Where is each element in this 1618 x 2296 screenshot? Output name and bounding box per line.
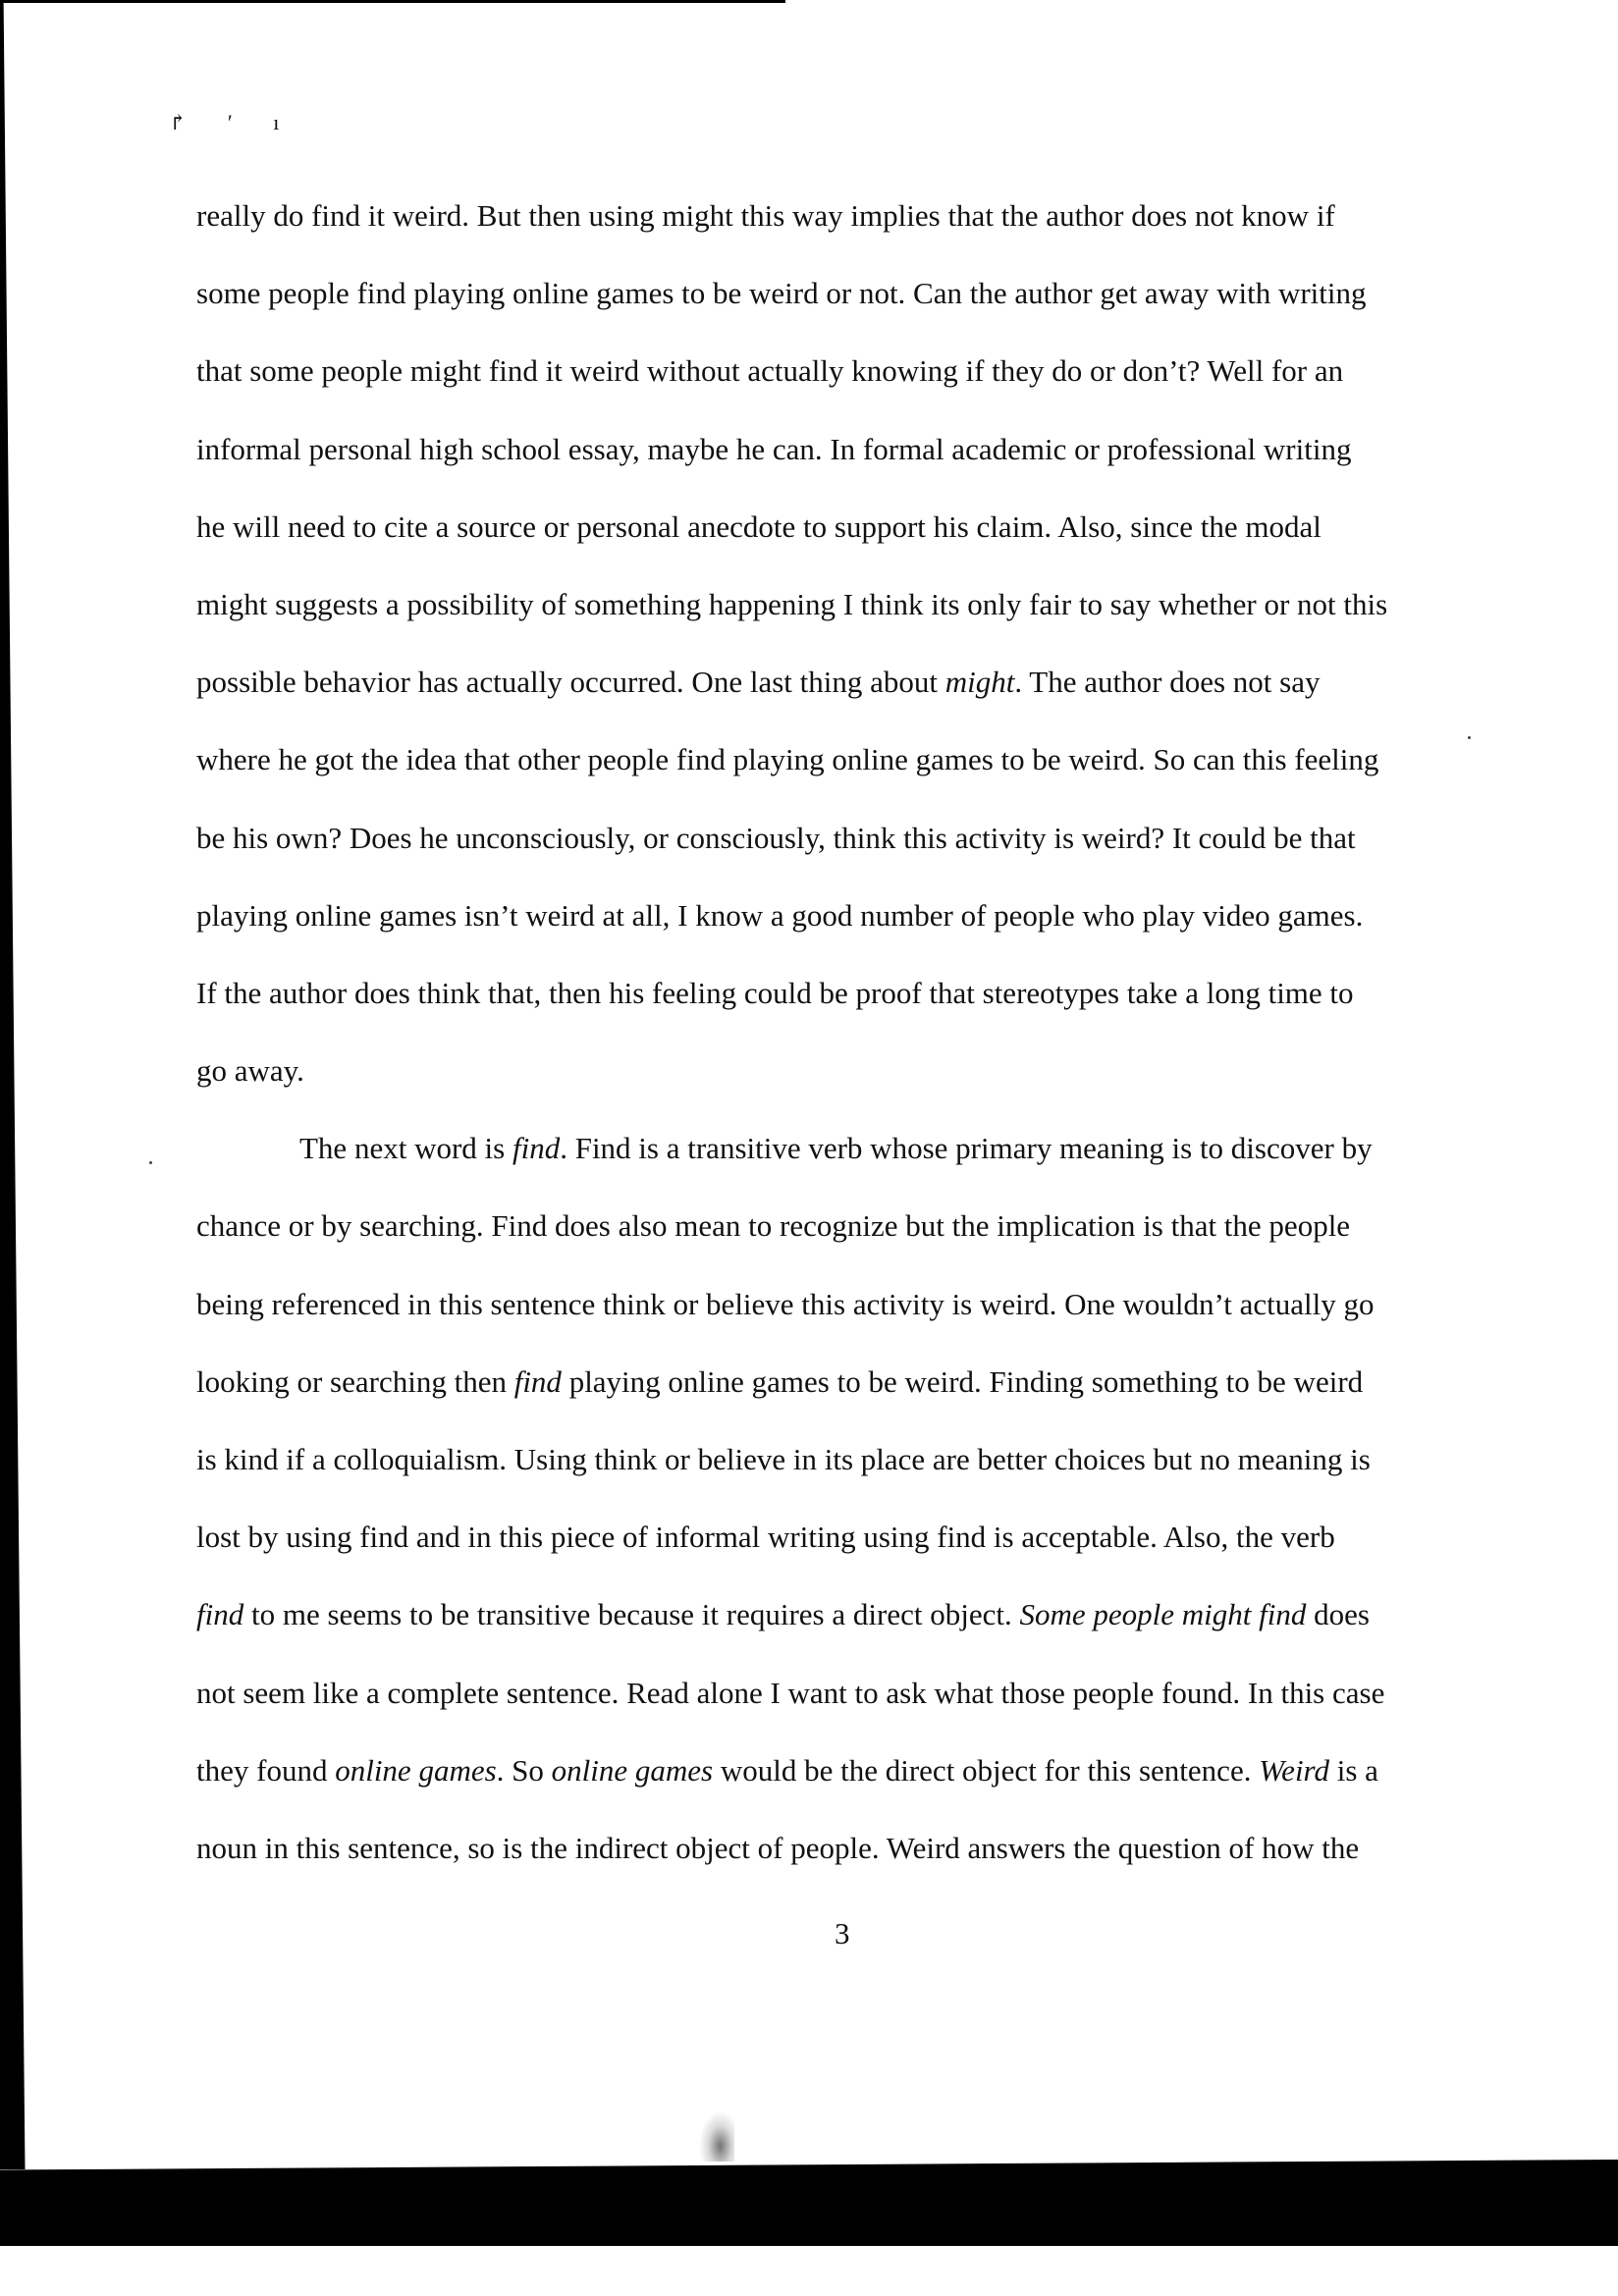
italic-term: online games	[335, 1752, 497, 1788]
text-segment: informal personal high school essay, maybe he can. In formal academic or professional writing	[196, 431, 1352, 466]
page-number: 3	[835, 1916, 850, 1950]
header-marks: ↱ ′ ı	[169, 110, 297, 134]
text-line	[196, 1343, 1502, 1420]
text-segment: being referenced in this sentence think or believe this activity is weird. One wouldn’t actually go	[196, 1286, 1375, 1321]
text-line	[196, 1420, 1502, 1498]
text-line	[196, 177, 1502, 254]
italic-term: online games	[551, 1752, 714, 1788]
body-text	[196, 177, 1502, 1887]
text-line	[196, 332, 1502, 409]
text-segment: to me seems to be transitive because it requires a direct object.	[243, 1597, 1020, 1632]
text-line	[196, 565, 1502, 643]
italic-term: Some people might find	[1019, 1597, 1307, 1632]
scan-smudge	[699, 2110, 734, 2162]
text-segment: where he got the idea that other people find playing online games to be weird. So can this feeling	[196, 742, 1379, 777]
text-line	[196, 643, 1502, 721]
text-segment: chance or by searching. Find does also mean to recognize but the implication is that the people	[196, 1208, 1351, 1244]
text-line	[196, 1654, 1502, 1732]
scan-speck	[149, 1161, 152, 1164]
text-segment: If the author does think that, then his feeling could be proof that stereotypes take a long time to	[196, 975, 1354, 1010]
text-segment: not seem like a complete sentence. Read alone I want to ask what those people found. In this case	[196, 1675, 1385, 1710]
text-line	[196, 1032, 1502, 1109]
text-segment: they found	[196, 1752, 336, 1788]
text-segment: . So	[496, 1752, 552, 1788]
text-line	[196, 799, 1502, 877]
scan-speck	[1468, 736, 1471, 739]
text-line	[196, 1809, 1502, 1887]
text-segment: really do find it weird. But then using might this way implies that the author does not know if	[196, 198, 1335, 233]
text-line	[196, 1265, 1502, 1343]
text-segment: does	[1306, 1597, 1370, 1632]
text-segment: lost by using find and in this piece of informal writing using find is acceptable. Also, the verb	[196, 1520, 1335, 1555]
text-segment: some people find playing online games to be weird or not. Can the author get away with writing	[196, 276, 1367, 311]
text-segment: playing online games isn’t weird at all, I know a good number of people who play video games.	[196, 897, 1364, 933]
italic-term: find	[512, 1131, 561, 1166]
text-line	[196, 1187, 1502, 1264]
italic-term: find	[513, 1363, 562, 1399]
text-segment: . Find is a transitive verb whose primary meaning is to discover by	[560, 1131, 1373, 1166]
text-line	[196, 1498, 1502, 1575]
scan-top-edge	[0, 0, 785, 3]
scan-bottom-margin	[0, 2246, 1618, 2296]
text-segment: possible behavior has actually occurred. One last thing about	[196, 665, 945, 700]
italic-term: might	[944, 665, 1015, 700]
scan-left-edge	[0, 0, 29, 2169]
text-segment: noun in this sentence, so is the indirect object of people. Weird answers the question of how the	[196, 1830, 1360, 1865]
text-line	[196, 410, 1502, 488]
text-line	[196, 1109, 1502, 1187]
text-line	[196, 954, 1502, 1032]
text-segment: . The author does not say	[1014, 665, 1321, 700]
text-line	[196, 1732, 1502, 1809]
text-segment: go away.	[196, 1053, 304, 1089]
text-segment: be his own? Does he unconsciously, or consciously, think this activity is weird? It could be that	[196, 820, 1356, 855]
text-line	[196, 877, 1502, 954]
text-segment: might suggests a possibility of something happening I think its only fair to say whether or not this	[196, 586, 1388, 621]
text-line	[196, 1575, 1502, 1653]
text-line	[196, 488, 1502, 565]
text-line	[196, 254, 1502, 332]
text-segment: is kind if a colloquialism. Using think or believe in its place are better choices but no meaning is	[196, 1442, 1371, 1476]
text-segment: looking or searching then	[196, 1363, 514, 1399]
text-segment: is a	[1328, 1752, 1378, 1788]
text-segment: would be the direct object for this sentence.	[713, 1752, 1260, 1788]
text-segment: that some people might find it weird without actually knowing if they do or don’t? Well for an	[196, 353, 1344, 389]
text-line	[196, 721, 1502, 798]
text-segment: playing online games to be weird. Finding something to be weird	[561, 1363, 1364, 1399]
scan-bottom-band	[0, 2160, 1618, 2246]
text-segment: The next word is	[299, 1131, 512, 1166]
text-segment: he will need to cite a source or personal anecdote to support his claim. Also, since the modal	[196, 508, 1321, 544]
italic-term: find	[196, 1597, 244, 1632]
italic-term: Weird	[1259, 1752, 1329, 1788]
